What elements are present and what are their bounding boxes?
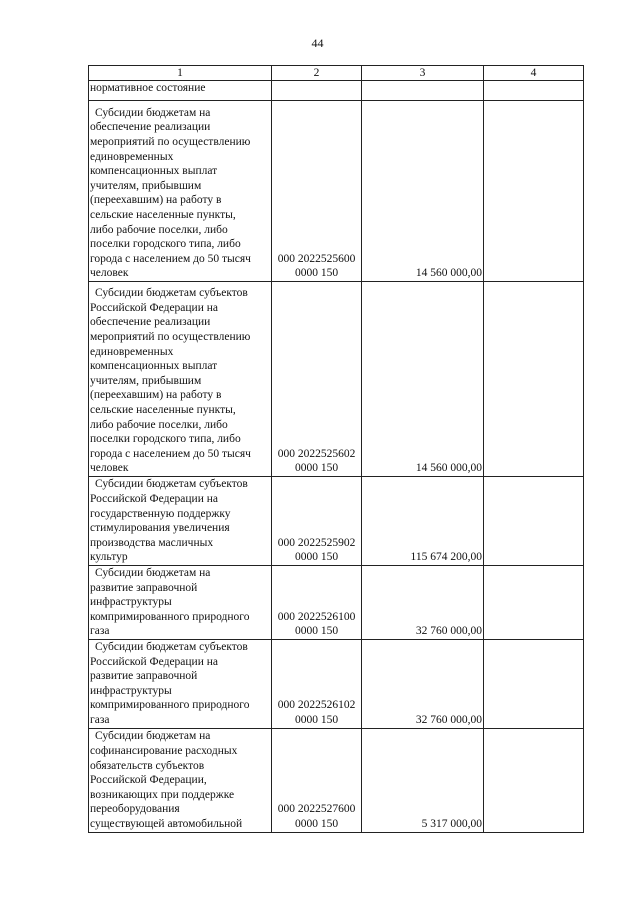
description-cell [89,640,272,729]
amount-cell [362,477,484,566]
code-text: 000 2022525602 0000 150 [277,447,356,475]
amount-text: 115 674 200,00 [410,551,482,564]
code-cell [272,566,362,640]
table-row [89,101,584,282]
code-text: 000 2022525902 0000 150 [277,536,356,564]
description-text: нормативное состояние [90,82,206,94]
note-cell [484,566,584,640]
note-cell [484,728,584,832]
code-cell [272,282,362,477]
column-header-1: 1 [89,66,272,81]
code-text: 000 2022526102 0000 150 [277,699,356,726]
code-text: 000 2022525600 0000 150 [277,252,356,280]
description-text: Субсидии бюджетам субъектов Российской Федерации на государственную поддержку стимулирования увеличения производства масличных культур [90,478,248,564]
description-cell [89,566,272,640]
amount-cell [362,640,484,729]
description-cell [89,101,272,282]
amount-text: 14 560 000,00 [415,267,482,280]
page-number: 44 [311,36,324,50]
table-row [89,728,584,832]
column-header-3: 3 [362,66,484,81]
description-cell [89,282,272,477]
description-text: Субсидии бюджетам субъектов Российской Федерации на обеспечение реализации мероприятий по осуществлению единовременных компенсационных выплат учителям, прибывшим (переехавшим) на работу в сельские населенные пункты, либо рабочие поселки, либо поселки городского типа, либо города с населением до 50 тысяч человек [90,287,251,475]
description-text: Субсидии бюджетам на софинансирование расходных обязательств субъектов Российской Федерации, возникающих при поддержке переоборудования существующей автомобильной [90,730,243,830]
amount-cell [362,282,484,477]
note-cell [484,81,584,101]
amount-cell [362,81,484,101]
amount-cell [362,566,484,640]
description-cell [89,728,272,832]
description-text: Субсидии бюджетам субъектов Российской Федерации на развитие заправочной инфраструктуры компримированного природного газа [90,641,250,726]
amount-cell [362,101,484,282]
table-row [89,566,584,640]
note-cell [484,640,584,729]
code-cell [272,81,362,101]
amount-text: 32 760 000,00 [415,713,482,726]
note-cell [484,101,584,282]
table-row [89,640,584,729]
code-cell [272,728,362,832]
code-cell [272,101,362,282]
code-cell [272,640,362,729]
table-row [89,81,584,101]
table-row [89,282,584,477]
note-cell [484,282,584,477]
amount-cell [362,728,484,832]
code-text: 000 2022527600 0000 150 [277,803,356,830]
description-cell [89,477,272,566]
amount-text: 32 760 000,00 [415,625,482,638]
column-header-4: 4 [484,66,584,81]
description-text: Субсидии бюджетам на обеспечение реализации мероприятий по осуществлению единовременных компенсационных выплат учителям, прибывшим (переехавшим) на работу в сельские населенные пункты, либо рабочие поселки, либо поселки городского типа, либо города с населением до 50 тысяч человек [90,106,251,280]
amount-text: 5 317 000,00 [421,817,482,830]
description-cell [89,81,272,101]
table-header-row [89,66,584,81]
description-text: Субсидии бюджетам на развитие заправочной инфраструктуры компримированного природного газа [90,567,250,638]
amount-text: 14 560 000,00 [415,462,482,475]
budget-table [88,65,584,833]
code-text: 000 2022526100 0000 150 [277,610,356,638]
note-cell [484,477,584,566]
code-cell [272,477,362,566]
table-row [89,477,584,566]
column-header-2: 2 [272,66,362,81]
